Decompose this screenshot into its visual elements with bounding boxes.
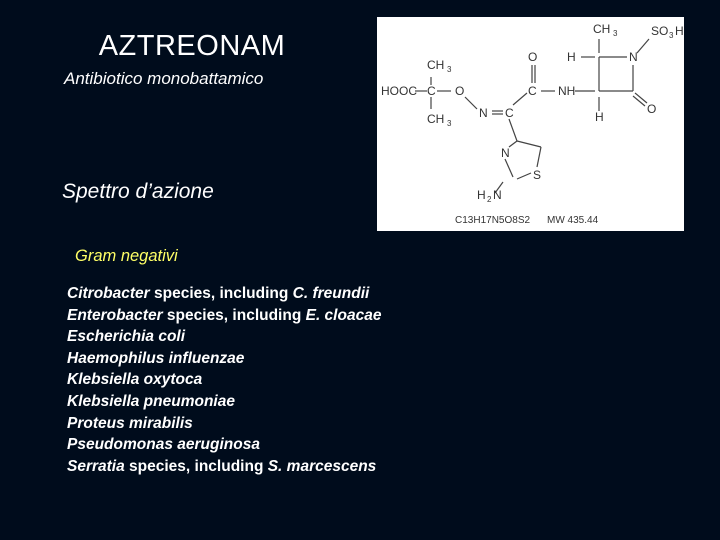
organism-item (67, 413, 381, 435)
molecular-formula: C13H17N5O8S2 (455, 215, 531, 226)
organism-item (67, 456, 381, 478)
svg-text:C: C (505, 106, 514, 120)
svg-text:3: 3 (447, 65, 452, 74)
section-title: Spettro d’azione (62, 180, 214, 203)
svg-text:HOOC: HOOC (381, 84, 417, 98)
organism-example: E. cloacae (305, 306, 382, 324)
organism-name: Escherichia coli (67, 328, 186, 346)
svg-text:CH: CH (427, 112, 445, 126)
svg-text:CH: CH (593, 22, 611, 36)
svg-text:C: C (528, 84, 537, 98)
organism-item (67, 391, 381, 413)
molecule-diagram (377, 17, 684, 231)
svg-text:O: O (455, 84, 465, 98)
svg-text:3: 3 (669, 31, 674, 40)
svg-text:N: N (479, 106, 488, 120)
organism-name: Enterobacter (67, 306, 163, 324)
molecule-structure (377, 17, 684, 231)
svg-text:H: H (595, 110, 604, 124)
svg-text:O: O (528, 50, 538, 64)
svg-text:N: N (501, 146, 510, 160)
organism-example: S. marcescens (267, 457, 377, 475)
organism-list (67, 283, 381, 477)
svg-text:C: C (427, 84, 436, 98)
organism-qualifier: species, including (162, 306, 306, 324)
page-title: AZTREONAM (98, 30, 286, 62)
organism-item (67, 434, 381, 456)
gram-label: Gram negativi (75, 247, 178, 265)
svg-text:O: O (647, 102, 657, 116)
svg-text:H: H (477, 188, 486, 202)
organism-item (67, 369, 381, 391)
organism-name: Proteus mirabilis (67, 414, 193, 432)
svg-text:3: 3 (447, 119, 452, 128)
svg-text:2: 2 (487, 195, 492, 204)
organism-item (67, 348, 381, 370)
organism-item (67, 305, 381, 327)
svg-text:N: N (629, 50, 638, 64)
svg-text:CH: CH (427, 58, 445, 72)
organism-qualifier: species, including (124, 457, 268, 475)
organism-qualifier: species, including (149, 285, 293, 302)
organism-example: C. freundii (292, 285, 370, 302)
organism-name: Klebsiella pneumoniae (67, 392, 235, 410)
svg-text:NH: NH (558, 84, 576, 98)
molecular-weight: MW 435.44 (547, 215, 599, 226)
organism-item (67, 283, 381, 305)
page-subtitle: Antibiotico monobattamico (64, 69, 264, 88)
svg-text:3: 3 (613, 29, 618, 38)
svg-text:H: H (675, 24, 684, 38)
organism-name: Haemophilus influenzae (67, 349, 245, 367)
organism-name: Citrobacter (67, 285, 150, 302)
svg-text:S: S (533, 168, 542, 182)
organism-name: Pseudomonas aeruginosa (67, 436, 260, 454)
organism-name: Klebsiella oxytoca (67, 371, 203, 389)
organism-name: Serratia (67, 457, 125, 475)
svg-text:H: H (567, 50, 576, 64)
svg-text:N: N (493, 188, 502, 202)
svg-text:SO: SO (651, 24, 669, 38)
organism-item (67, 326, 381, 348)
